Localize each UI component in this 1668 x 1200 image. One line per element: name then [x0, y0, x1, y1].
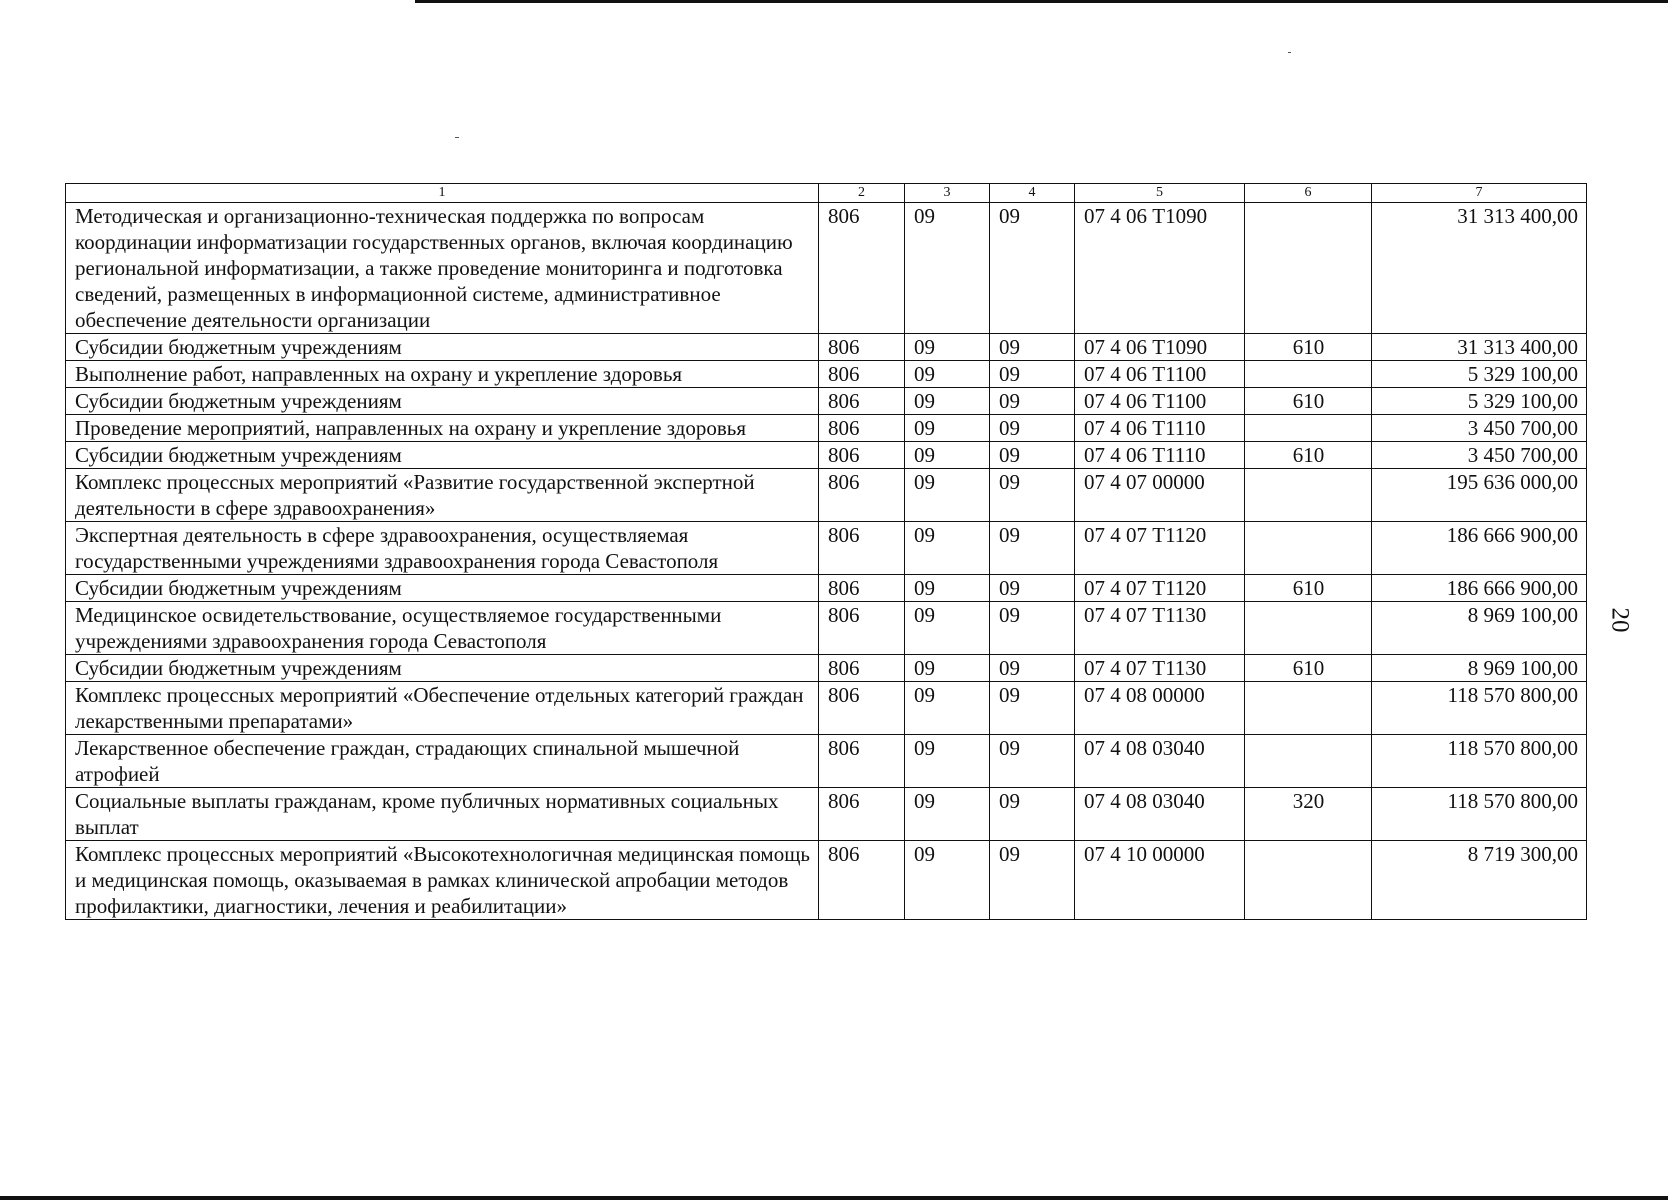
row-subsection-cell: 09	[990, 334, 1075, 361]
row-name-cell: Субсидии бюджетным учреждениям	[66, 388, 819, 415]
row-section-cell: 09	[905, 602, 990, 655]
row-amount-cell: 186 666 900,00	[1372, 575, 1587, 602]
row-target-article-cell: 07 4 07 Т1130	[1075, 655, 1245, 682]
table-header-row	[66, 184, 1587, 203]
row-grbs-cell: 806	[819, 655, 905, 682]
row-name-cell: Выполнение работ, направленных на охрану и укрепление здоровья	[66, 361, 819, 388]
row-section-cell: 09	[905, 655, 990, 682]
table-row	[66, 682, 1587, 735]
row-target-article-cell: 07 4 08 00000	[1075, 682, 1245, 735]
row-amount-cell: 31 313 400,00	[1372, 203, 1587, 334]
row-amount-cell: 3 450 700,00	[1372, 442, 1587, 469]
row-target-article-cell: 07 4 10 00000	[1075, 841, 1245, 920]
row-amount-cell: 186 666 900,00	[1372, 522, 1587, 575]
row-target-article-cell: 07 4 08 03040	[1075, 735, 1245, 788]
row-grbs-cell: 806	[819, 602, 905, 655]
row-grbs-cell: 806	[819, 334, 905, 361]
row-grbs-cell: 806	[819, 388, 905, 415]
table-row	[66, 415, 1587, 442]
row-amount-cell: 31 313 400,00	[1372, 334, 1587, 361]
row-grbs-cell: 806	[819, 841, 905, 920]
table-row	[66, 735, 1587, 788]
row-target-article-cell: 07 4 06 Т1090	[1075, 334, 1245, 361]
row-section-cell: 09	[905, 442, 990, 469]
table-row	[66, 469, 1587, 522]
row-target-article-cell: 07 4 07 Т1130	[1075, 602, 1245, 655]
row-section-cell: 09	[905, 334, 990, 361]
row-name-cell: Субсидии бюджетным учреждениям	[66, 655, 819, 682]
row-grbs-cell: 806	[819, 361, 905, 388]
row-section-cell: 09	[905, 522, 990, 575]
budget-table	[65, 183, 1587, 920]
row-expense-type-cell	[1245, 203, 1372, 334]
row-expense-type-cell: 610	[1245, 575, 1372, 602]
row-name-cell: Экспертная деятельность в сфере здравоохранения, осуществляемая государственными учреждениями здравоохранения города Севастополя	[66, 522, 819, 575]
row-name-cell: Субсидии бюджетным учреждениям	[66, 334, 819, 361]
row-target-article-cell: 07 4 07 Т1120	[1075, 575, 1245, 602]
row-section-cell: 09	[905, 469, 990, 522]
row-target-article-cell: 07 4 06 Т1090	[1075, 203, 1245, 334]
column-header-1: 1	[66, 184, 819, 203]
row-expense-type-cell	[1245, 682, 1372, 735]
row-name-cell: Комплекс процессных мероприятий «Развитие государственной экспертной деятельности в сфере здравоохранения»	[66, 469, 819, 522]
row-section-cell: 09	[905, 203, 990, 334]
row-target-article-cell: 07 4 07 00000	[1075, 469, 1245, 522]
column-header-5: 5	[1075, 184, 1245, 203]
table-body	[66, 203, 1587, 920]
row-subsection-cell: 09	[990, 442, 1075, 469]
row-section-cell: 09	[905, 735, 990, 788]
row-subsection-cell: 09	[990, 361, 1075, 388]
row-expense-type-cell	[1245, 361, 1372, 388]
table-row	[66, 602, 1587, 655]
row-section-cell: 09	[905, 415, 990, 442]
row-subsection-cell: 09	[990, 203, 1075, 334]
row-expense-type-cell	[1245, 602, 1372, 655]
column-header-6: 6	[1245, 184, 1372, 203]
table-row	[66, 334, 1587, 361]
row-expense-type-cell: 320	[1245, 788, 1372, 841]
scan-speck	[1288, 52, 1291, 53]
row-expense-type-cell	[1245, 469, 1372, 522]
row-subsection-cell: 09	[990, 682, 1075, 735]
row-subsection-cell: 09	[990, 602, 1075, 655]
row-amount-cell: 8 969 100,00	[1372, 655, 1587, 682]
table-row	[66, 203, 1587, 334]
row-subsection-cell: 09	[990, 415, 1075, 442]
row-section-cell: 09	[905, 361, 990, 388]
table-row	[66, 442, 1587, 469]
row-expense-type-cell: 610	[1245, 442, 1372, 469]
row-target-article-cell: 07 4 06 Т1110	[1075, 415, 1245, 442]
row-expense-type-cell: 610	[1245, 334, 1372, 361]
row-target-article-cell: 07 4 08 03040	[1075, 788, 1245, 841]
row-expense-type-cell: 610	[1245, 655, 1372, 682]
row-grbs-cell: 806	[819, 442, 905, 469]
table-row	[66, 388, 1587, 415]
budget-table-container	[65, 183, 1587, 920]
row-expense-type-cell	[1245, 522, 1372, 575]
table-row	[66, 788, 1587, 841]
row-name-cell: Субсидии бюджетным учреждениям	[66, 442, 819, 469]
table-row	[66, 841, 1587, 920]
row-expense-type-cell	[1245, 415, 1372, 442]
row-grbs-cell: 806	[819, 415, 905, 442]
table-row	[66, 655, 1587, 682]
row-section-cell: 09	[905, 575, 990, 602]
row-target-article-cell: 07 4 06 Т1100	[1075, 388, 1245, 415]
page-number: 20	[1606, 607, 1634, 633]
row-subsection-cell: 09	[990, 575, 1075, 602]
row-subsection-cell: 09	[990, 469, 1075, 522]
row-amount-cell: 8 969 100,00	[1372, 602, 1587, 655]
row-name-cell: Комплекс процессных мероприятий «Высокотехнологичная медицинская помощь и медицинская помощь, оказываемая в рамках клинической апробации методов профилактики, диагностики, лечения и реабилитации»	[66, 841, 819, 920]
scan-speck	[455, 137, 459, 138]
row-amount-cell: 195 636 000,00	[1372, 469, 1587, 522]
row-section-cell: 09	[905, 788, 990, 841]
row-grbs-cell: 806	[819, 203, 905, 334]
row-amount-cell: 8 719 300,00	[1372, 841, 1587, 920]
row-section-cell: 09	[905, 841, 990, 920]
column-header-3: 3	[905, 184, 990, 203]
row-grbs-cell: 806	[819, 682, 905, 735]
row-name-cell: Социальные выплаты гражданам, кроме публичных нормативных социальных выплат	[66, 788, 819, 841]
row-name-cell: Лекарственное обеспечение граждан, страдающих спинальной мышечной атрофией	[66, 735, 819, 788]
row-target-article-cell: 07 4 06 Т1100	[1075, 361, 1245, 388]
row-subsection-cell: 09	[990, 788, 1075, 841]
column-header-2: 2	[819, 184, 905, 203]
row-grbs-cell: 806	[819, 469, 905, 522]
row-subsection-cell: 09	[990, 841, 1075, 920]
table-row	[66, 361, 1587, 388]
row-name-cell: Комплекс процессных мероприятий «Обеспечение отдельных категорий граждан лекарственными препаратами»	[66, 682, 819, 735]
row-amount-cell: 3 450 700,00	[1372, 415, 1587, 442]
row-grbs-cell: 806	[819, 735, 905, 788]
row-name-cell: Проведение мероприятий, направленных на охрану и укрепление здоровья	[66, 415, 819, 442]
row-target-article-cell: 07 4 06 Т1110	[1075, 442, 1245, 469]
row-name-cell: Методическая и организационно-техническая поддержка по вопросам координации информатизации государственных органов, включая координацию региональной информатизации, а также проведение мониторинга и подготовка сведений, размещенных в информационной системе, административное обеспечение деятельности организации	[66, 203, 819, 334]
row-amount-cell: 5 329 100,00	[1372, 388, 1587, 415]
row-grbs-cell: 806	[819, 788, 905, 841]
row-expense-type-cell	[1245, 841, 1372, 920]
row-subsection-cell: 09	[990, 388, 1075, 415]
row-section-cell: 09	[905, 388, 990, 415]
column-header-4: 4	[990, 184, 1075, 203]
row-name-cell: Субсидии бюджетным учреждениям	[66, 575, 819, 602]
row-subsection-cell: 09	[990, 655, 1075, 682]
row-name-cell: Медицинское освидетельствование, осуществляемое государственными учреждениями здравоохранения города Севастополя	[66, 602, 819, 655]
column-header-7: 7	[1372, 184, 1587, 203]
row-amount-cell: 118 570 800,00	[1372, 735, 1587, 788]
row-amount-cell: 118 570 800,00	[1372, 788, 1587, 841]
row-target-article-cell: 07 4 07 Т1120	[1075, 522, 1245, 575]
row-subsection-cell: 09	[990, 735, 1075, 788]
table-row	[66, 522, 1587, 575]
row-section-cell: 09	[905, 682, 990, 735]
row-grbs-cell: 806	[819, 522, 905, 575]
row-amount-cell: 118 570 800,00	[1372, 682, 1587, 735]
row-grbs-cell: 806	[819, 575, 905, 602]
row-amount-cell: 5 329 100,00	[1372, 361, 1587, 388]
row-expense-type-cell	[1245, 735, 1372, 788]
row-expense-type-cell: 610	[1245, 388, 1372, 415]
scan-edge-bottom	[0, 1196, 1668, 1200]
row-subsection-cell: 09	[990, 522, 1075, 575]
table-row	[66, 575, 1587, 602]
scan-edge-top	[415, 0, 1668, 3]
